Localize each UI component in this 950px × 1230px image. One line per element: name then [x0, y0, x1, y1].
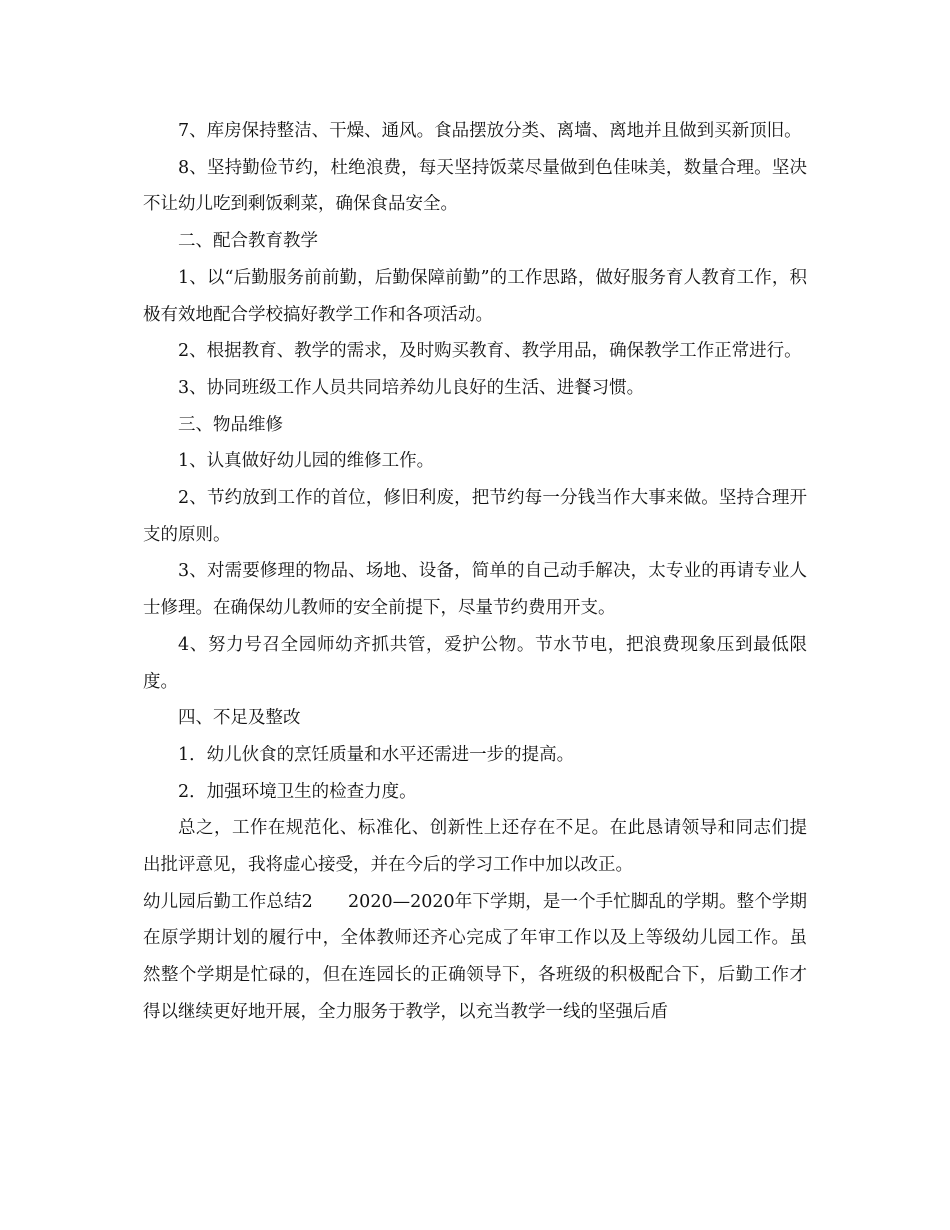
paragraph-repairs: 3、对需要修理的物品、场地、设备，简单的自己动手解决，太专业的再请专业人士修理。在确保幼儿教师的安全前提下，尽量节约费用开支。: [143, 561, 807, 619]
paragraph-conclusion: 总之，工作在规范化、标准化、创新性上还存在不足。在此恳请领导和同志们提出批评意见，我将虚心接受，并在今后的学习工作中加以改正。: [143, 818, 807, 876]
paragraph-storage-rule: 7、库房保持整洁、干燥、通风。食品摆放分类、离墙、离地并且做到买新顶旧。: [178, 121, 802, 141]
paragraph-thrift-rule: 8、坚持勤俭节约，杜绝浪费，每天坚持饭菜尽量做到色佳味美，数量合理。坚决不让幼儿吃到剩饭剩菜，确保食品安全。: [143, 157, 807, 215]
paragraph-summary-2: 幼儿园后勤工作总结2 2020—2020年下学期，是一个手忙脚乱的学期。整个学期在原学期计划的履行中，全体教师还齐心完成了年审工作以及上等级幼儿园工作。虽然整个学期是忙碌的，但在连园长的正确领导下，各班级的积极配合下，后勤工作才得以继续更好地开展，全力服务于教学，以充当教学一线的坚强后盾: [143, 891, 807, 1022]
paragraph-service-approach: 1、以“后勤服务前前勤，后勤保障前勤”的工作思路，做好服务育人教育工作，积极有效地配合学校搞好教学工作和各项活动。: [143, 267, 807, 325]
paragraph-habits: 3、协同班级工作人员共同培养幼儿良好的生活、进餐习惯。: [178, 377, 645, 398]
paragraph-hygiene-checks: 2．加强环境卫生的检查力度。: [178, 781, 417, 802]
document-body: [143, 113, 807, 1031]
paragraph-saving: 2、节约放到工作的首位，修旧利废，把节约每一分钱当作大事来做。坚持合理开支的原则。: [143, 488, 807, 545]
section-heading-maintenance: 三、物品维修: [178, 414, 283, 435]
section-heading-shortcomings: 四、不足及整改: [178, 708, 301, 729]
paragraph-purchasing: 2、根据教育、教学的需求，及时购买教育、教学用品，确保教学工作正常进行。: [178, 341, 802, 362]
paragraph-public-property: 4、努力号召全园师幼齐抓共管，爱护公物。节水节电，把浪费现象压到最低限度。: [143, 634, 807, 692]
section-heading-teaching-support: 二、配合教育教学: [178, 231, 318, 252]
paragraph-maintenance-work: 1、认真做好幼儿园的维修工作。: [178, 451, 435, 472]
paragraph-cooking-quality: 1．幼儿伙食的烹饪质量和水平还需进一步的提高。: [178, 744, 575, 765]
